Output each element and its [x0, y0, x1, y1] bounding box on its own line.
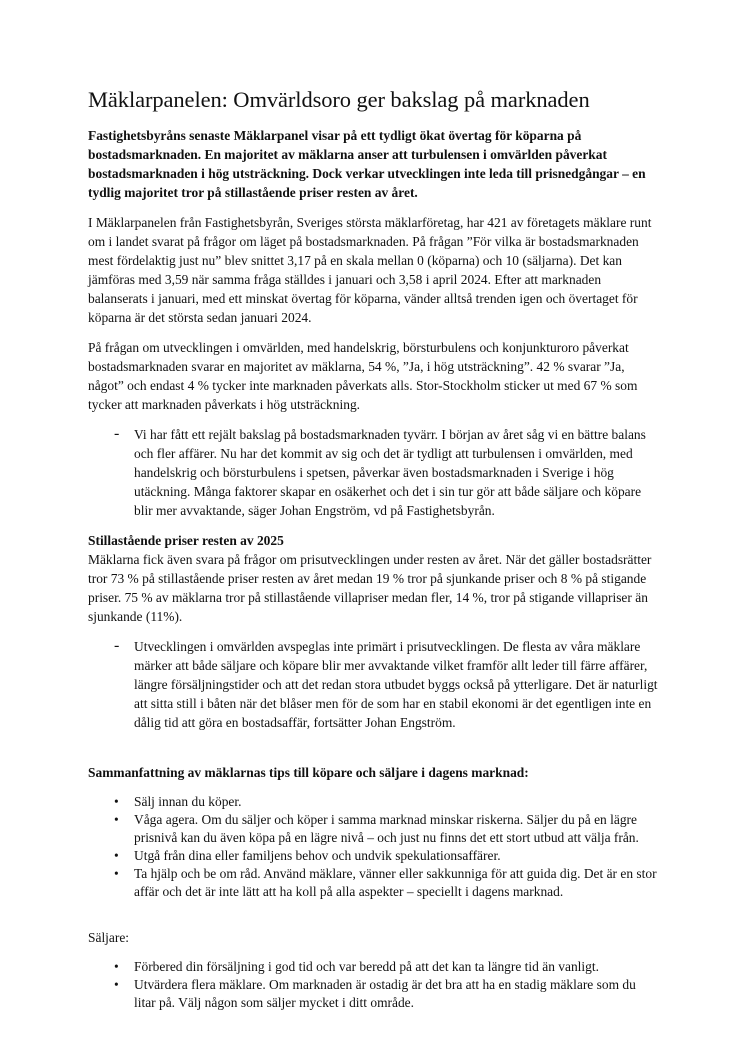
list-item [88, 958, 660, 976]
quote-text-2: Utvecklingen i omvärlden avspeglas inte primärt i prisutvecklingen. De flesta av våra mäklare märker att både säljare och köpare blir mer avvaktande vilket framför allt leder till färre affärer, längre försäljningstider och att det redan stora utbudet byggs också på ytterligare. Det är naturligt att sitta still i båten när det blåser men för de som har en stabil ekonomi är det egentligen inte en dålig tid att göra en bostadsaffär, fortsätter Johan Engström. [134, 639, 658, 730]
list-item-text: Ta hjälp och be om råd. Använd mäklare, vänner eller sakkunniga för att guida dig. Det är en stor affär och det är inte lätt att ha koll på alla aspekter – speciellt i dagens marknad. [134, 866, 657, 899]
seller-tips-list [88, 958, 660, 1012]
list-item-text: Utgå från dina eller familjens behov och undvik spekulationsaffärer. [134, 848, 501, 863]
body-paragraph-prices: Mäklarna fick även svara på frågor om prisutvecklingen under resten av året. När det gäller bostadsrätter tror 73 % på stillastående priser resten av året medan 19 % tror på sjunkande priser och 8 % på stigande priser. 75 % av mäklarna tror på stillastående villapriser medan fler, 14 %, tror på stigande villapriser än sjunkande (11%). [88, 552, 652, 624]
list-item-text: Sälj innan du köper. [134, 794, 242, 809]
sellers-heading: Säljare: [88, 930, 130, 945]
page-title: Mäklarpanelen: Omvärldsoro ger bakslag på marknaden [88, 87, 590, 112]
bullet-icon: • [114, 794, 119, 809]
bullet-icon: • [114, 977, 119, 992]
document-page [88, 86, 660, 1012]
buyer-tips-list [88, 793, 660, 901]
list-item [88, 976, 660, 1012]
bullet-icon: • [114, 848, 119, 863]
summary-heading: Sammanfattning av mäklarnas tips till köpare och säljare i dagens marknad: [88, 765, 529, 780]
section-heading-prices: Stillastående priser resten av 2025 [88, 533, 284, 548]
list-item-text: Våga agera. Om du säljer och köper i samma marknad minskar riskerna. Säljer du på en lägre prisnivå kan du även köpa på en lägre nivå – och just nu finns det ett stort utbud att välja från. [134, 812, 639, 845]
list-item [88, 811, 660, 847]
quote-dash: - [114, 637, 120, 654]
body-paragraph-2: På frågan om utvecklingen i omvärlden, med handelskrig, börsturbulens och konjunkturoro påverkat bostadsmarknaden svarar en majoritet av mäklarna, 54 %, ”Ja, i hög utsträckning”. 42 % svarar ”Ja, något” och endast 4 % tycker inte marknaden påverkats alls. Stor-Stockholm sticker ut med 67 % som tycker att marknaden påverkats i hög utsträckning. [88, 340, 638, 412]
quote-dash: - [114, 425, 120, 442]
list-item-text: Förbered din försäljning i god tid och var beredd på att det kan ta längre tid än vanligt. [134, 959, 599, 974]
lead-paragraph: Fastighetsbyråns senaste Mäklarpanel visar på ett tydligt ökat övertag för köparna på bostadsmarknaden. En majoritet av mäklarna anser att turbulensen i omvärlden påverkat bostadsmarknaden i hög utsträckning. Dock verkar utvecklingen inte leda till prisnedgångar – en tydlig majoritet tror på stillastående priser resten av året. [88, 128, 646, 200]
quote-block-2 [88, 637, 660, 732]
list-item [88, 865, 660, 901]
spacer [88, 901, 660, 928]
quote-text-1: Vi har fått ett rejält bakslag på bostadsmarknaden tyvärr. I början av året såg vi en bättre balans och fler affärer. Nu har det kommit av sig och det är tydligt att turbulensen i omvärlden, med handelskrig och börsturbulens i spetsen, påverkar även bostadsmarknaden i Sverige i hög utäckning. Många faktorer skapar en osäkerhet och det i sin tur gör att både säljare och köpare blir mer avvaktande, säger Johan Engström, vd på Fastighetsbyrån. [134, 427, 646, 518]
list-item-text: Utvärdera flera mäklare. Om marknaden är ostadig är det bra att ha en stadig mäklare som du litar på. Välj någon som säljer mycket i ditt område. [134, 977, 636, 1010]
bullet-icon: • [114, 959, 119, 974]
list-item [88, 847, 660, 865]
quote-block-1 [88, 425, 660, 520]
spacer [88, 743, 660, 763]
body-paragraph-1: I Mäklarpanelen från Fastighetsbyrån, Sveriges största mäklarföretag, har 421 av företagets mäklare runt om i landet svarat på frågor om läget på bostadsmarknaden. På frågan ”För vilka är bostadsmarknaden mest fördelaktig just nu” blev snittet 3,17 på en skala mellan 0 (köparna) och 10 (säljarna). Det kan jämföras med 3,59 när samma fråga ställdes i januari och 3,58 i april 2024. Efter att marknaden balanserats i januari, med ett minskat övertag för köparna, vänder alltså trenden igen och övertaget för köparna är det största sedan januari 2024. [88, 215, 652, 325]
list-item [88, 793, 660, 811]
bullet-icon: • [114, 866, 119, 881]
bullet-icon: • [114, 812, 119, 827]
